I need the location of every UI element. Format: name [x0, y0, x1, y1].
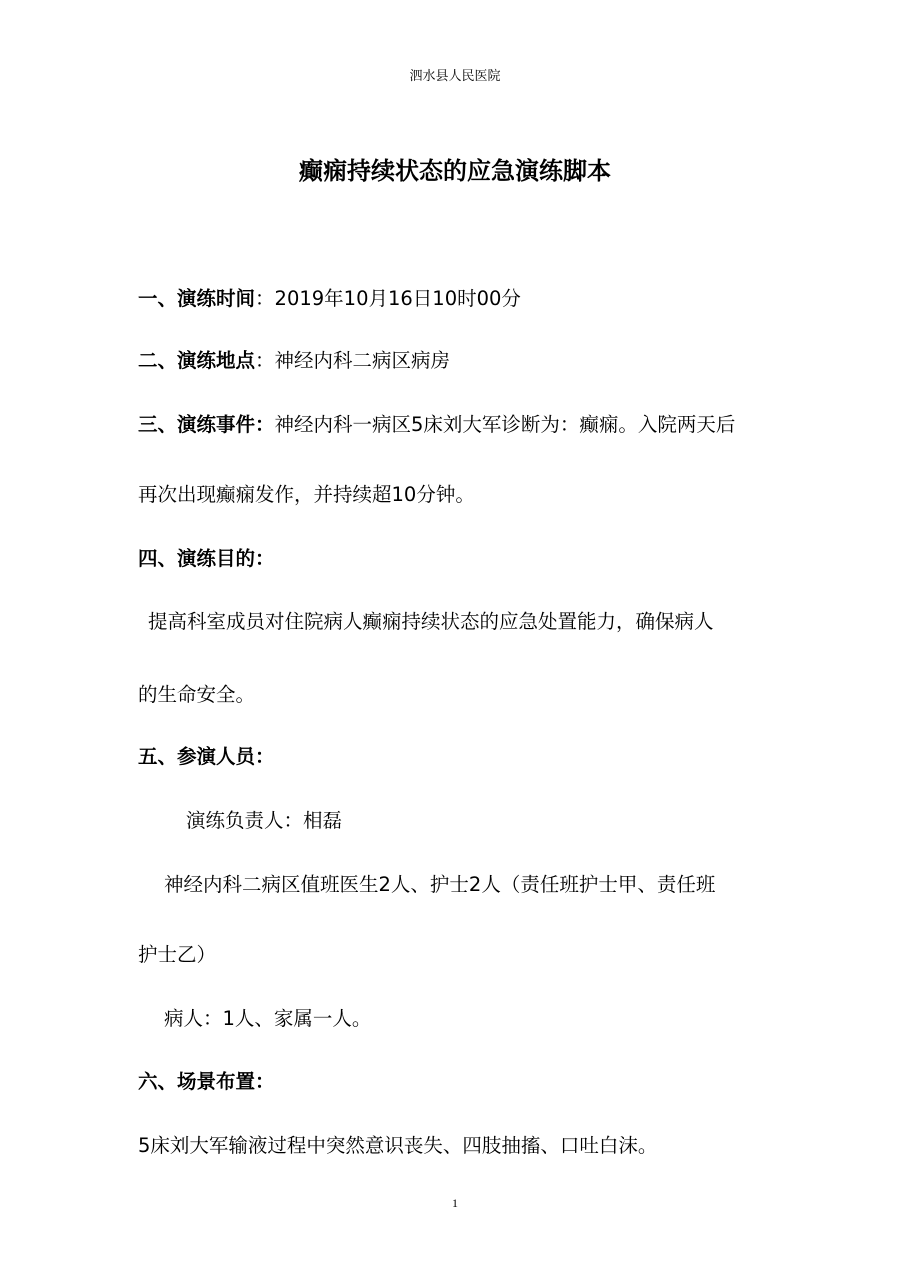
- participants-patients: 病人：1人、家属一人。: [164, 1007, 372, 1030]
- page-header: 泗水县人民医院: [409, 69, 501, 84]
- section-location-separator: ：: [255, 349, 275, 372]
- section-scene-label: 六、场景布置：: [138, 1070, 275, 1093]
- section-time: [138, 286, 521, 312]
- section-event-label: 三、演练事件：: [138, 413, 275, 436]
- section-location-value: 神经内科二病区病房: [274, 349, 451, 372]
- section-scene-text: 5床刘大军输液过程中突然意识丧失、四肢抽搐、口吐白沫。: [138, 1134, 658, 1157]
- document-title: 癫痫持续状态的应急演练脚本: [299, 157, 611, 185]
- participants-leader: 演练负责人：相磊: [186, 809, 343, 832]
- section-purpose-line2: 的生命安全。: [138, 683, 256, 706]
- page-number: 1: [452, 1196, 458, 1210]
- section-time-value: 2019年10月16日10时00分: [274, 287, 521, 310]
- section-location-label: 二、演练地点: [138, 349, 256, 372]
- section-purpose-label: 四、演练目的：: [138, 547, 275, 570]
- section-time-separator: ：: [255, 287, 275, 310]
- section-purpose-line1: 提高科室成员对住院病人癫痫持续状态的应急处置能力，确保病人: [148, 610, 714, 633]
- section-time-label: 一、演练时间: [138, 287, 256, 310]
- section-event-line2: 再次出现癫痫发作，并持续超10分钟。: [138, 483, 475, 506]
- section-event-line1: 神经内科一病区5床刘大军诊断为：癫痫。入院两天后: [274, 413, 736, 436]
- participants-staff-line2: 护士乙）: [138, 943, 217, 966]
- participants-staff-line1: 神经内科二病区值班医生2人、护士2人（责任班护士甲、责任班: [164, 873, 716, 896]
- section-participants-label: 五、参演人员：: [138, 745, 275, 768]
- section-event: [138, 412, 735, 438]
- section-location: [138, 348, 450, 374]
